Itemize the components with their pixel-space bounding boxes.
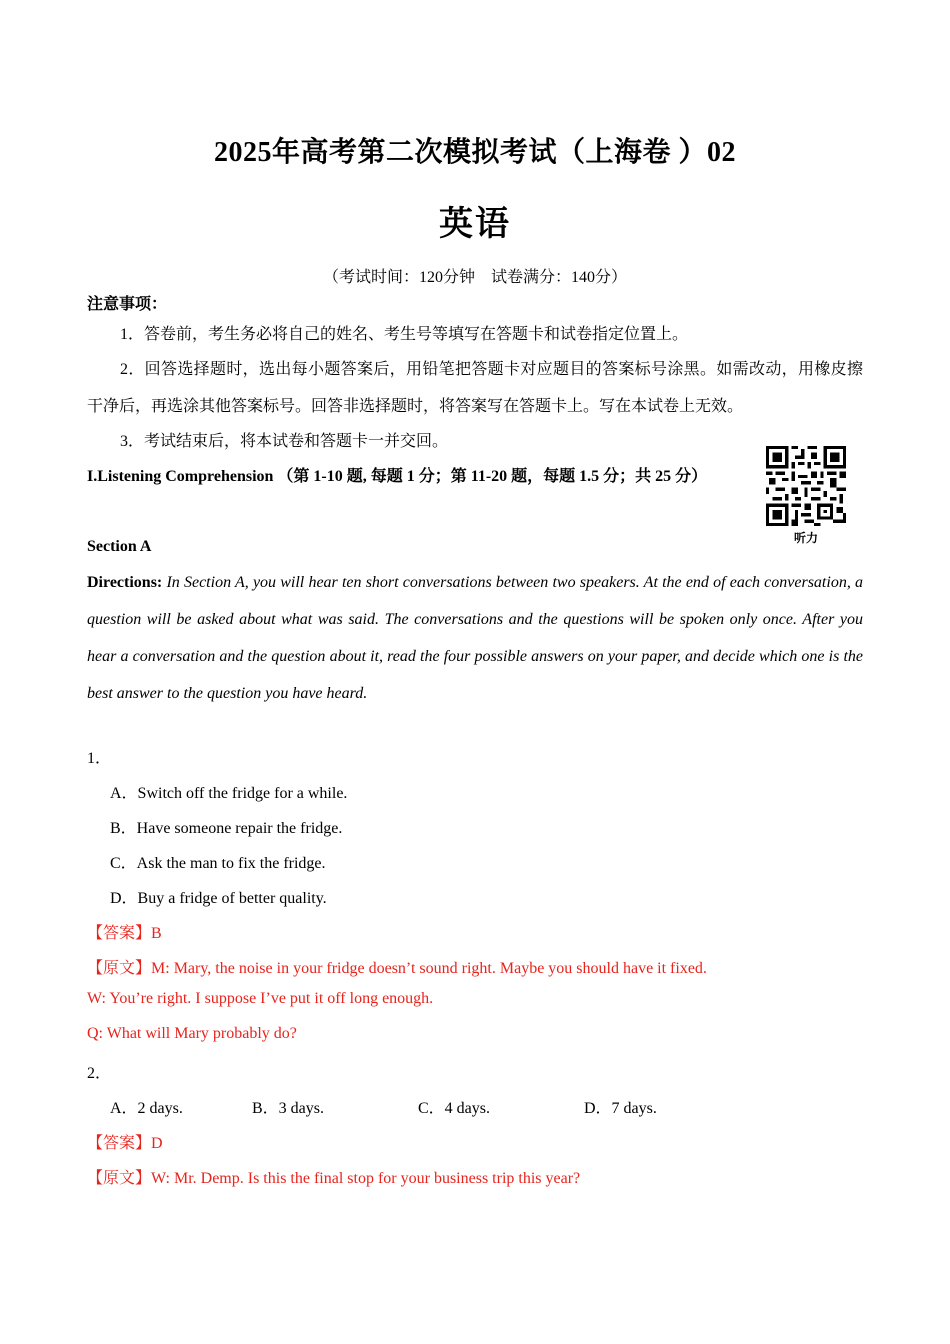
transcript-line-1 (87, 955, 707, 978)
directions-text: In Section A, you will hear ten short conversations between two speakers. At the end of each conversation, a question will be asked about what was said. The conversations and the questions will be spoken only once. After you hear a conversation and the question about it, read the four possible answers on your paper, and decide which one is the best answer to the question you have heard. (87, 574, 864, 702)
qr-label: 听力 (793, 531, 818, 545)
transcript-text: W: Mr. Demp. Is this the final stop for your business trip this year? (151, 1170, 581, 1187)
directions-paragraph (87, 564, 863, 712)
notes-heading: 注意事项： (87, 296, 168, 313)
question-number: 1． (87, 750, 112, 767)
answer-line: 【答案】D (87, 1135, 163, 1152)
option-c: C．Ask the man to fix the fridge. (110, 855, 326, 872)
transcript-line-3: Q: What will Mary probably do? (87, 1025, 297, 1042)
option-b: B．3 days. (252, 1100, 325, 1117)
question-number: 2． (87, 1065, 112, 1082)
option-d: D．7 days. (584, 1100, 657, 1117)
section-title: Section A (87, 538, 152, 555)
page-title: 2025年高考第二次模拟考试（上海卷 ）02 (213, 137, 736, 168)
note-item-1: 1．答卷前，考生务必将自己的姓名、考生号等填写在答题卡和试卷指定位置上。 (120, 326, 689, 343)
transcript-text: M: Mary, the noise in your fridge doesn’t sound right. Maybe you should have it fixed. (151, 960, 707, 977)
note-item-3: 3．考试结束后，将本试卷和答题卡一并交回。 (120, 433, 449, 450)
transcript-tag: 【原文】 (87, 1170, 152, 1187)
note-item-2: 2．回答选择题时，选出每小题答案后，用铅笔把答题卡对应题目的答案标号涂黑。如需改动，用橡皮擦干净后，再选涂其他答案标号。回答非选择题时，将答案写在答题卡上。写在本试卷上无效。 (87, 361, 863, 415)
answer-line: 【答案】B (87, 925, 162, 942)
listening-heading: I.Listening Comprehension （第 1-10 题, 每题 1 分；第 11-20 题，每题 1.5 分；共 25 分） (87, 468, 708, 485)
option-a: A．2 days. (110, 1100, 183, 1117)
option-d: D．Buy a fridge of better quality. (110, 890, 327, 907)
option-c: C．4 days. (418, 1100, 491, 1117)
exam-info: （考试时间：120分钟 试卷满分：140分） (322, 269, 627, 286)
transcript-line-1 (87, 1165, 580, 1188)
option-a: A．Switch off the fridge for a while. (110, 785, 348, 802)
directions-label: Directions: (87, 574, 163, 591)
transcript-tag: 【原文】 (87, 960, 152, 977)
transcript-line-2: W: You’re right. I suppose I’ve put it off long enough. (87, 990, 434, 1007)
qr-code-icon (766, 446, 846, 526)
subject-title: 英语 (439, 206, 511, 243)
option-b: B．Have someone repair the fridge. (110, 820, 343, 837)
